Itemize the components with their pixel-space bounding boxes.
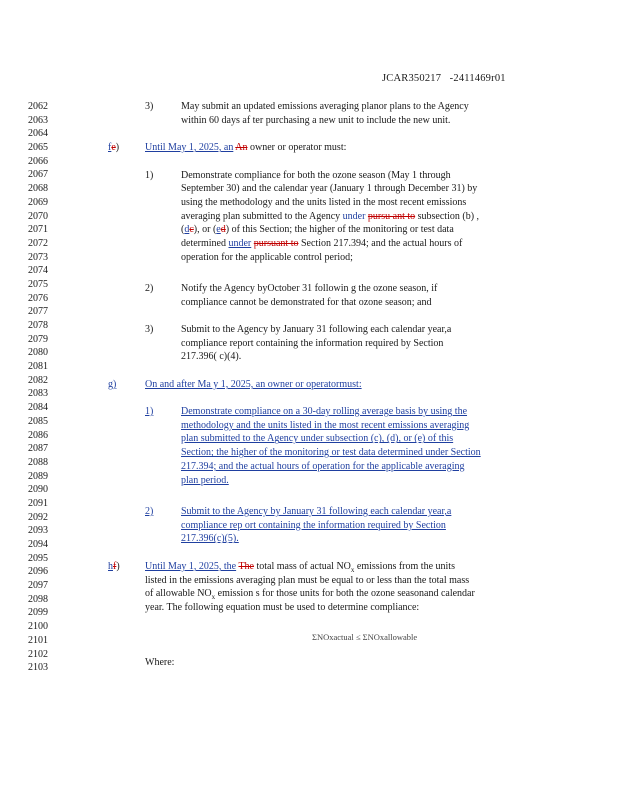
item-marker: 2) xyxy=(145,283,154,294)
text-line: Until May 1, 2025, the The total mass of actual $NO_x$ emissions from the units xyxy=(145,561,455,574)
text-line: Notify the Agency byOctober 31 followin g the ozone season, if xyxy=(181,283,438,294)
item-marker: 3) xyxy=(145,324,154,335)
line-number: 2068 xyxy=(28,183,48,195)
line-number: 2065 xyxy=(28,142,48,154)
line-number: 2071 xyxy=(28,224,48,236)
text-line: methodology and the units listed in the most recent emissions averaging xyxy=(181,419,470,431)
section-e-lead: Until May 1, 2025, an An owner or operator must: xyxy=(145,142,347,153)
line-numbers xyxy=(28,100,68,675)
line-number: 2070 xyxy=(28,210,48,222)
line-number: 2086 xyxy=(28,429,48,441)
text-line: (dc), or (ed) of this Section; the higher of the monitoring or test data xyxy=(181,224,454,236)
line-number: 2098 xyxy=(28,593,48,605)
line-number: 2064 xyxy=(28,128,48,140)
text-line: May submit an updated emissions averaging planor plans to the Agency xyxy=(181,101,469,112)
line-number: 2096 xyxy=(28,566,48,578)
line-number: 2078 xyxy=(28,320,48,331)
item-marker: 3) xyxy=(145,101,154,112)
line-number: 2080 xyxy=(28,347,48,359)
line-number: 2084 xyxy=(28,402,48,414)
line-number: 2079 xyxy=(28,333,48,345)
line-number: 2093 xyxy=(28,525,48,537)
line-number: 2075 xyxy=(28,278,48,290)
line-number: 2074 xyxy=(28,265,48,277)
text-line: of allowable $NO_x$ emission s for those units for both the ozone seasonand calendar xyxy=(145,588,475,602)
text-line: using the methodology and the units listed in the most recent emissions xyxy=(181,196,467,208)
line-number: 2082 xyxy=(28,374,48,386)
text-line: compliance cannot be demonstrated for that ozone season; and xyxy=(181,296,432,308)
text-line: 217.394; and the actual hours of operation for the applicable averaging xyxy=(181,460,465,472)
line-number: 2103 xyxy=(28,662,48,674)
line-number: 2063 xyxy=(28,114,48,126)
line-number: 2091 xyxy=(28,497,48,509)
text-line: averaging plan submitted to the Agency under pursu ant to subsection (b) , xyxy=(181,210,480,222)
text-line: compliance report containing the information required by Section xyxy=(181,337,444,349)
line-number: 2076 xyxy=(28,292,48,304)
item-marker: 1) xyxy=(145,406,154,417)
line-number: 2088 xyxy=(28,456,48,468)
line-number: 2062 xyxy=(28,101,48,112)
section-marker-h: hf) xyxy=(108,561,120,572)
text-line: Demonstrate compliance on a 30-day rolling average basis by using the xyxy=(181,406,468,417)
line-number: 2101 xyxy=(28,634,48,646)
line-number: 2090 xyxy=(28,484,48,496)
text-line: September 30) and the calendar year (January 1 through December 31) by xyxy=(181,183,478,195)
text-line: 217.396(c)(5). xyxy=(181,533,239,545)
line-number: 2102 xyxy=(28,648,48,660)
text-line: year. The following equation must be used to determine compliance: xyxy=(145,602,420,614)
where-label: Where: xyxy=(145,657,175,668)
text-line: Demonstrate compliance for both the ozone season (May 1 through xyxy=(181,169,451,181)
line-number: 2100 xyxy=(28,621,48,633)
text-line: 217.396( c)(4). xyxy=(181,351,242,363)
line-number: 2073 xyxy=(28,251,48,263)
document-header xyxy=(382,73,506,84)
line-number: 2081 xyxy=(28,361,48,373)
text-line: operation for the applicable control period; xyxy=(181,251,353,263)
line-number: 2066 xyxy=(28,155,48,167)
item-marker: 2) xyxy=(145,506,154,517)
header-number: -2411469r01 xyxy=(449,73,506,84)
line-number: 2097 xyxy=(28,580,48,592)
line-number: 2069 xyxy=(28,196,48,208)
line-number: 2083 xyxy=(28,388,48,400)
section-g-lead: On and after Ma y 1, 2025, an owner or operatormust: xyxy=(145,379,362,390)
item-marker: 1) xyxy=(145,169,154,181)
line-number: 2072 xyxy=(28,237,48,249)
section-marker-g: g) xyxy=(108,379,117,390)
header-code: JCAR350217 xyxy=(382,73,442,84)
line-number: 2067 xyxy=(28,169,48,181)
line-number: 2099 xyxy=(28,607,48,619)
text-line: Submit to the Agency by January 31 following each calendar year,a xyxy=(181,324,452,335)
text-line: plan period. xyxy=(181,474,229,486)
line-number: 2095 xyxy=(28,552,48,564)
line-number: 2087 xyxy=(28,443,48,455)
text-line: Submit to the Agency by January 31 following each calendar year,a xyxy=(181,506,452,517)
line-number: 2092 xyxy=(28,511,48,523)
line-number: 2094 xyxy=(28,539,48,550)
line-number: 2085 xyxy=(28,415,48,427)
text-line: compliance rep ort containing the information required by Section xyxy=(181,519,446,531)
line-number: 2077 xyxy=(28,306,48,318)
text-line: determined under pursuant to Section 217.394; and the actual hours of xyxy=(181,238,463,249)
text-line: listed in the emissions averaging plan must be equal to or less than the total mass xyxy=(145,574,470,586)
line-number: 2089 xyxy=(28,470,48,482)
section-marker-e: fe) xyxy=(108,142,120,153)
text-line: plan submitted to the Agency under subsection (c), (d), or (e) of this xyxy=(181,433,454,445)
text-line: Section; the higher of the monitoring or test data determined under Section xyxy=(181,447,481,459)
text-line: within 60 days af ter purchasing a new unit to include the new unit. xyxy=(181,114,451,126)
compliance-equation: ΣNOxactual ≤ ΣNOxallowable xyxy=(312,632,418,642)
